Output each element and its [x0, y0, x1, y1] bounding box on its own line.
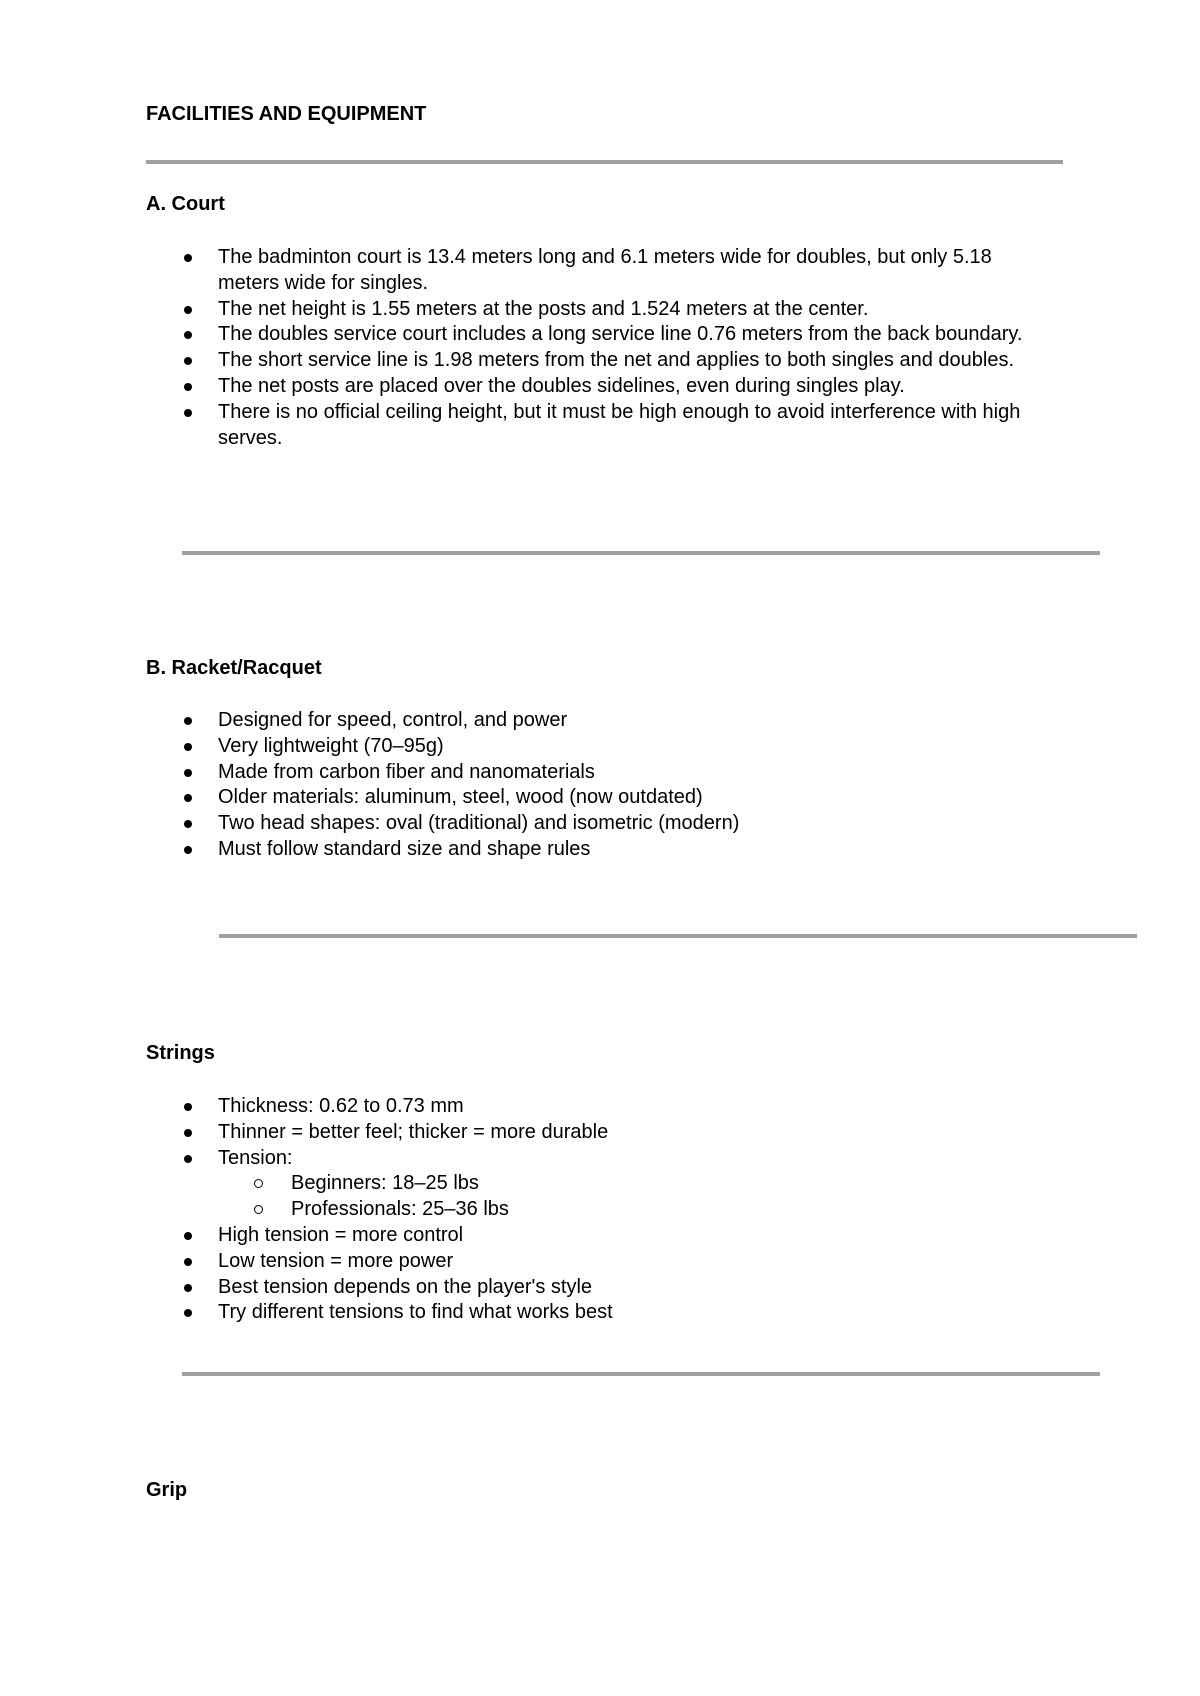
list-item: Low tension = more power — [146, 1249, 1046, 1275]
court-list — [146, 245, 1046, 451]
list-item: The net posts are placed over the doubles sidelines, even during singles play. — [146, 374, 1046, 400]
list-item: There is no official ceiling height, but it must be high enough to avoid interference with high serves. — [146, 400, 1046, 452]
list-item: Must follow standard size and shape rules — [146, 837, 1046, 863]
list-item: High tension = more control — [146, 1223, 1046, 1249]
list-item: The short service line is 1.98 meters from the net and applies to both singles and doubles. — [146, 348, 1046, 374]
list-item: Try different tensions to find what works best — [146, 1300, 1046, 1326]
sub-list-item: Beginners: 18–25 lbs — [218, 1171, 1046, 1197]
list-item: Designed for speed, control, and power — [146, 708, 1046, 734]
tension-label: Tension: — [218, 1146, 293, 1169]
list-item: Two head shapes: oval (traditional) and isometric (modern) — [146, 811, 1046, 837]
section-divider — [182, 551, 1100, 555]
sub-list-item: Professionals: 25–36 lbs — [218, 1197, 1046, 1223]
list-item: The badminton court is 13.4 meters long and 6.1 meters wide for doubles, but only 5.18 meters wide for singles. — [146, 245, 1046, 297]
list-item: Made from carbon fiber and nanomaterials — [146, 760, 1046, 786]
grip-heading: Grip — [146, 1479, 188, 1501]
section-divider — [219, 934, 1137, 938]
list-item: Best tension depends on the player's style — [146, 1275, 1046, 1301]
list-item: The doubles service court includes a long service line 0.76 meters from the back boundary. — [146, 322, 1046, 348]
list-item: The net height is 1.55 meters at the posts and 1.524 meters at the center. — [146, 297, 1046, 323]
list-item: Thickness: 0.62 to 0.73 mm — [146, 1094, 1046, 1120]
document-title: FACILITIES AND EQUIPMENT — [146, 103, 427, 125]
strings-heading: Strings — [146, 1042, 215, 1064]
section-divider — [182, 1372, 1100, 1376]
racket-heading: B. Racket/Racquet — [146, 657, 322, 679]
list-item: Thinner = better feel; thicker = more durable — [146, 1120, 1046, 1146]
list-item — [146, 1146, 1046, 1223]
list-item: Very lightweight (70–95g) — [146, 734, 1046, 760]
racket-list — [146, 708, 1046, 863]
list-item: Older materials: aluminum, steel, wood (now outdated) — [146, 785, 1046, 811]
tension-sublist — [218, 1171, 1046, 1223]
section-divider — [146, 160, 1063, 164]
court-heading: A. Court — [146, 193, 225, 215]
strings-list — [146, 1094, 1046, 1326]
